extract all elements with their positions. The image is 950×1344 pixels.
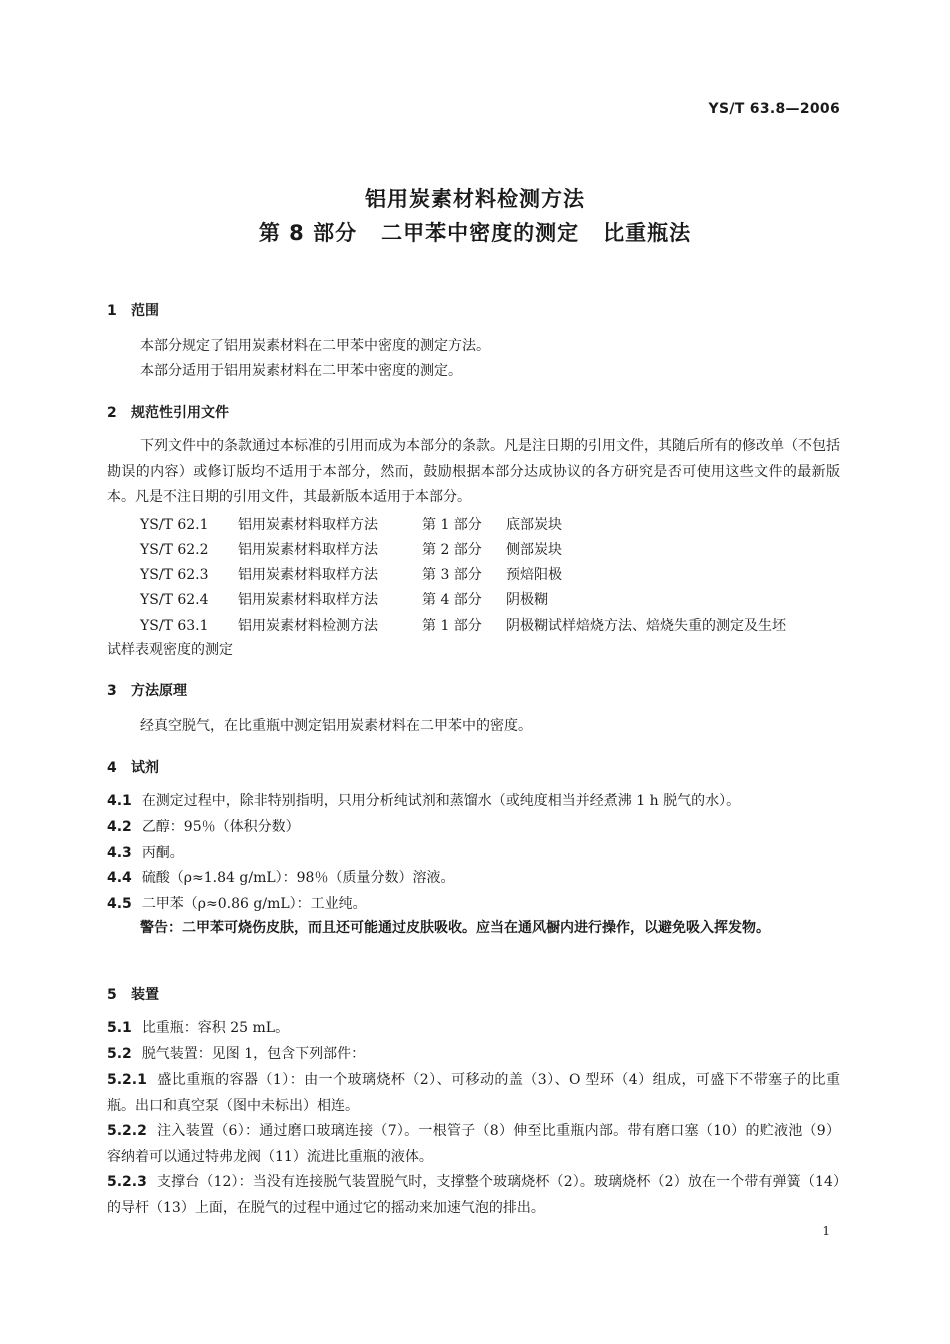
reference-item: YS/T 62.1 铝用炭素材料取样方法 第 1 部分 底部炭块	[140, 517, 562, 533]
clause-item: 4.3 丙酮。	[107, 845, 184, 861]
clause-item: 4.4 硫酸（ρ≈1.84 g/mL）：98％（质量分数）溶液。	[107, 870, 455, 886]
section-2-paragraph: 下列文件中的条款通过本标准的引用而成为本部分的条款。凡是注日期的引用文件，其随后所有的修改单（不包括勘误的内容）或修订版均不适用于本部分，然而，鼓励根据本部分达成协议的各方研究是否可使用这些文件的最新版本。凡是不注日期的引用文件，其最新版本适用于本部分。	[107, 438, 840, 505]
subtitle-subject: 二甲苯中密度的测定	[381, 221, 580, 245]
section-heading-3: 3 方法原理	[107, 683, 187, 699]
warning-note: 警告：二甲苯可烧伤皮肤，而且还可能通过皮肤吸收。应当在通风橱内进行操作，以避免吸入挥发物。	[140, 920, 770, 936]
standard-code: YS/T 63.8—2006	[708, 101, 840, 117]
document-subtitle	[0, 217, 950, 247]
clause-item: 4.2 乙醇：95％（体积分数）	[107, 819, 300, 835]
clause-item: 5.2 脱气装置：见图 1，包含下列部件：	[107, 1046, 366, 1062]
reference-continuation: 试样表观密度的测定	[107, 642, 233, 658]
section-1-paragraph: 本部分规定了铝用炭素材料在二甲苯中密度的测定方法。	[140, 338, 490, 354]
reference-item: YS/T 62.4 铝用炭素材料取样方法 第 4 部分 阴极糊	[140, 592, 548, 608]
section-1-paragraph: 本部分适用于铝用炭素材料在二甲苯中密度的测定。	[140, 363, 462, 379]
clause-item: 5.1 比重瓶：容积 25 mL。	[107, 1020, 290, 1036]
clause-item: 4.1 在测定过程中，除非特别指明，只用分析纯试剂和蒸馏水（或纯度相当并经煮沸 1 h 脱气的水）。	[107, 793, 741, 809]
reference-item: YS/T 62.3 铝用炭素材料取样方法 第 3 部分 预焙阳极	[140, 567, 562, 583]
clause-item: 5.2.2 注入装置（6）：通过磨口玻璃连接（7）。一根管子（8）伸至比重瓶内部。带有磨口塞（10）的贮液池（9）容纳着可以通过特弗龙阀（11）流进比重瓶的液体。	[107, 1123, 840, 1165]
section-heading-2: 2 规范性引用文件	[107, 405, 229, 421]
section-heading-1: 1 范围	[107, 303, 159, 319]
section-heading-4: 4 试剂	[107, 760, 159, 776]
section-heading-5: 5 装置	[107, 987, 159, 1003]
reference-item: YS/T 63.1 铝用炭素材料检测方法 第 1 部分 阴极糊试样焙烧方法、焙烧失重的测定及生坯	[140, 618, 786, 634]
subtitle-method: 比重瓶法	[603, 221, 692, 245]
page-number: 1	[822, 1224, 830, 1238]
document-title: 铝用炭素材料检测方法	[365, 187, 585, 211]
clause-item: 4.5 二甲苯（ρ≈0.86 g/mL）：工业纯。	[107, 896, 367, 912]
reference-item: YS/T 62.2 铝用炭素材料取样方法 第 2 部分 侧部炭块	[140, 542, 562, 558]
clause-item: 5.2.3 支撑台（12）：当没有连接脱气装置脱气时，支撑整个玻璃烧杯（2）。玻璃烧杯（2）放在一个带有弹簧（14）的导杆（13）上面，在脱气的过程中通过它的摇动来加速气泡的排出。	[107, 1174, 840, 1216]
section-3-paragraph: 经真空脱气，在比重瓶中测定铝用炭素材料在二甲苯中的密度。	[140, 718, 532, 734]
clause-item: 5.2.1 盛比重瓶的容器（1）：由一个玻璃烧杯（2）、可移动的盖（3）、O 型环（4）组成，可盛下不带塞子的比重瓶。出口和真空泵（图中未标出）相连。	[107, 1072, 840, 1114]
subtitle-part: 第 8 部分	[258, 221, 358, 245]
